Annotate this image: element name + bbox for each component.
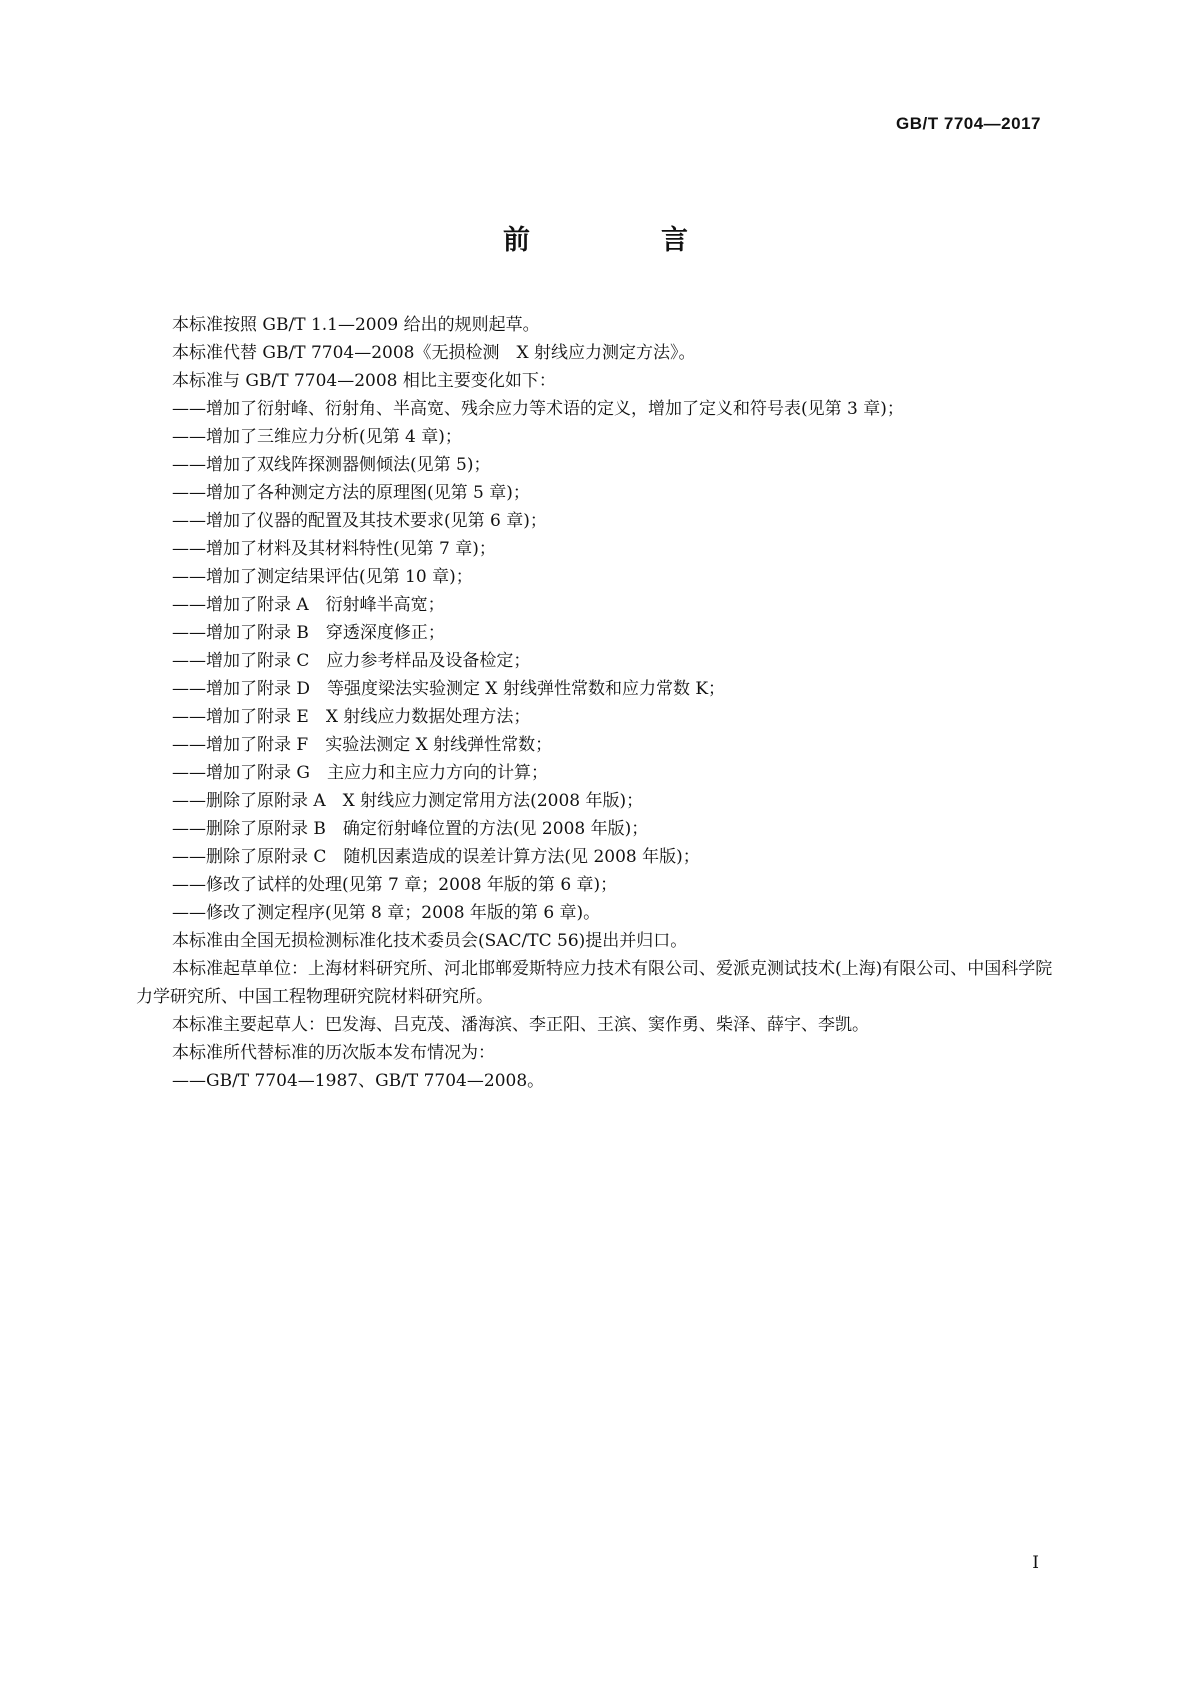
list-item: ——删除了原附录 C 随机因素造成的误差计算方法(见 2008 年版)； <box>172 847 700 867</box>
history-list-item: ——GB/T 7704—1987、GB/T 7704—2008。 <box>172 1071 545 1091</box>
list-item: ——增加了附录 B 穿透深度修正； <box>172 623 445 643</box>
list-item: ——增加了附录 C 应力参考样品及设备检定； <box>172 651 531 671</box>
document-body <box>136 311 1056 1095</box>
list-item: ——增加了附录 F 实验法测定 X 射线弹性常数； <box>172 735 553 755</box>
list-item: ——增加了附录 A 衍射峰半高宽； <box>172 595 445 615</box>
list-item: ——修改了试样的处理(见第 7 章；2008 年版的第 6 章)； <box>172 875 618 895</box>
list-item: ——增加了附录 D 等强度梁法实验测定 X 射线弹性常数和应力常数 K； <box>172 679 726 699</box>
list-item: ——增加了各种测定方法的原理图(见第 5 章)； <box>172 483 530 503</box>
list-item: ——增加了仪器的配置及其技术要求(见第 6 章)； <box>172 511 547 531</box>
list-item: ——修改了测定程序(见第 8 章；2008 年版的第 6 章)。 <box>172 903 601 923</box>
list-item: ——增加了材料及其材料特性(见第 7 章)； <box>172 539 496 559</box>
history-intro-paragraph: 本标准所代替标准的历次版本发布情况为： <box>172 1043 495 1063</box>
intro-paragraph-3: 本标准与 GB/T 7704—2008 相比主要变化如下： <box>172 371 556 391</box>
standard-code: GB/T 7704—2017 <box>896 114 1041 133</box>
changes-list <box>136 395 1056 927</box>
list-item: ——增加了双线阵探测器侧倾法(见第 5)； <box>172 455 491 475</box>
list-item: ——增加了衍射峰、衍射角、半高宽、残余应力等术语的定义，增加了定义和符号表(见第 3 章)； <box>172 399 904 419</box>
drafting-units-paragraph: 本标准起草单位：上海材料研究所、河北邯郸爱斯特应力技术有限公司、爱派克测试技术(上海)有限公司、中国科学院力学研究所、中国工程物理研究院材料研究所。 <box>136 959 1053 1007</box>
list-item: ——删除了原附录 A X 射线应力测定常用方法(2008 年版)； <box>172 791 644 811</box>
page-number: I <box>1032 1553 1039 1573</box>
drafters-paragraph: 本标准主要起草人：巴发海、吕克茂、潘海滨、李正阳、王滨、窦作勇、柴泽、薛宇、李凯。 <box>172 1015 869 1035</box>
intro-paragraph-1: 本标准按照 GB/T 1.1—2009 给出的规则起草。 <box>172 315 540 335</box>
committee-paragraph: 本标准由全国无损检测标准化技术委员会(SAC/TC 56)提出并归口。 <box>172 931 688 951</box>
intro-paragraph-2: 本标准代替 GB/T 7704—2008《无损检测 X 射线应力测定方法》。 <box>172 343 696 363</box>
list-item: ——删除了原附录 B 确定衍射峰位置的方法(见 2008 年版)； <box>172 819 649 839</box>
list-item: ——增加了测定结果评估(见第 10 章)； <box>172 567 473 587</box>
list-item: ——增加了附录 G 主应力和主应力方向的计算； <box>172 763 548 783</box>
page-title: 前 言 <box>503 225 740 256</box>
list-item: ——增加了附录 E X 射线应力数据处理方法； <box>172 707 531 727</box>
list-item: ——增加了三维应力分析(见第 4 章)； <box>172 427 462 447</box>
